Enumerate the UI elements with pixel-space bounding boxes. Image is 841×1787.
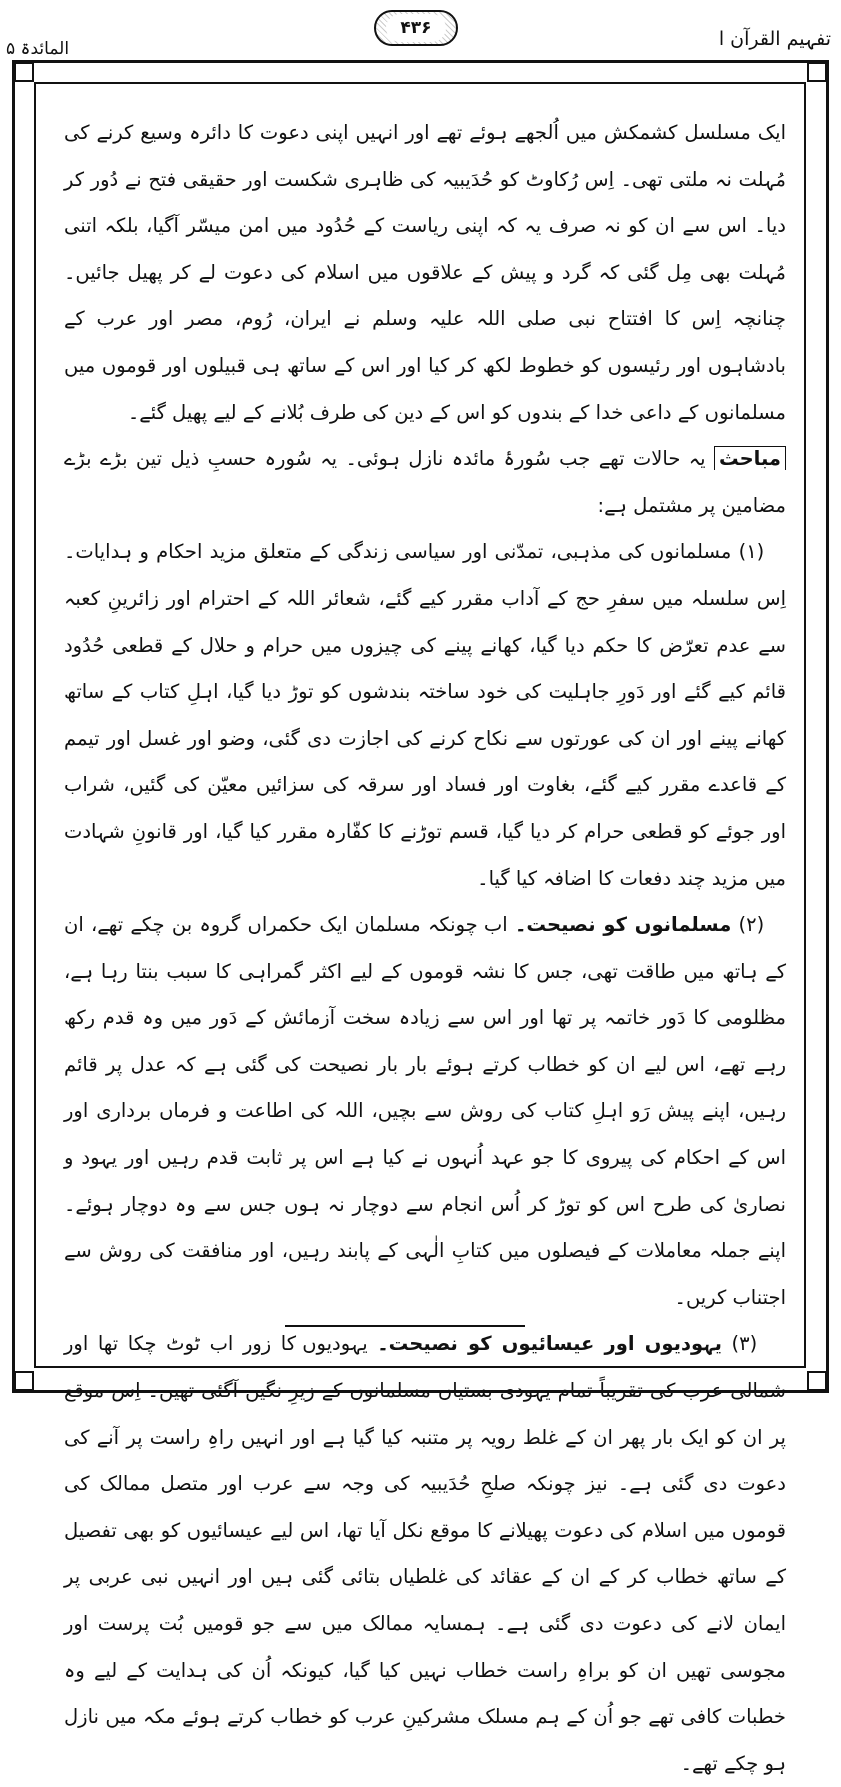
mabahis-text: یہ حالات تھے جب سُورۂ مائدہ نازل ہوئی۔ یہ سُورہ حسبِ ذیل تین بڑے بڑے مضامین پر مشتمل ہے: <box>64 447 786 517</box>
corner-ornament <box>14 62 34 82</box>
page-body <box>64 110 786 1787</box>
surah-name: المائدۃ ۵ <box>6 39 70 59</box>
point-number: (۱) <box>738 540 765 564</box>
page-number: ۴۳۶ <box>386 14 446 42</box>
paragraph-point-1 <box>64 529 786 902</box>
point-number: (۲) <box>738 913 765 937</box>
end-divider <box>285 1325 525 1327</box>
point-text: یہودیوں کا زور اب ٹوٹ چکا تھا اور شمالی عرب کی تقریباً تمام یہودی بستیاں مسلمانوں کے زیرِ نگیں آگئی تھیں۔ اِس موقع پر ان کو ایک بار پھر ان کے غلط رویہ پر متنبہ کیا گیا ہے اور انہیں راہِ راست پر آنے کی دعوت دی گئی ہے۔ نیز چونکہ صلحِ حُدَیبیہ کی وجہ سے عرب اور متصل ممالک کی قوموں میں اسلام کی دعوت پھیلانے کا موقع نکل آیا تھا، اس لیے عیسائیوں کو بھی تفصیل کے ساتھ خطاب کر کے ان کے عقائد کی غلطیاں بتائی گئی ہیں اور انہیں نبی عربی پر ایمان لانے کی دعوت دی گئی ہے۔ ہمسایہ ممالک میں سے جو قومیں بُت پرست اور مجوسی تھیں ان کو براہِ راست خطاب نہیں کیا گیا، کیونکہ اُن کی ہدایت کے لیے وہ خطبات کافی تھے جو اُن کے ہم مسلک مشرکینِ عرب کو خطاب کرتے ہوئے مکہ میں نازل ہو چکے تھے۔ <box>64 1332 786 1775</box>
point-number: (۳) <box>731 1332 758 1356</box>
point-text: اب چونکہ مسلمان ایک حکمراں گروہ بن چکے تھے، ان کے ہاتھ میں طاقت تھی، جس کا نشہ قوموں کے لیے اکثر گمراہی کا سبب بنتا رہا ہے، مظلومی کا دَور خاتمہ پر تھا اور اس سے زیادہ سخت آزمائش کے دَور میں وہ قدم رکھ رہے تھے، اس لیے ان کو خطاب کرتے ہوئے بار بار نصیحت کی گئی ہے کہ عدل پر قائم رہیں، اپنے پیش رَو اہلِ کتاب کی روش سے بچیں، اللہ کی اطاعت و فرماں برداری اور اس کے احکام کی پیروی کا جو عہد اُنہوں نے کیا ہے اس پر ثابت قدم رہیں اور یہود و نصاریٰ کی طرح اس کو توڑ کر اُس انجام سے دوچار نہ ہوں جس سے وہ دوچار ہوئے۔ اپنے جملہ معاملات کے فیصلوں میں کتابِ الٰہی کے پابند رہیں، اور منافقت کی روش سے اجتناب کریں۔ <box>64 913 786 1309</box>
book-title: تفہیم القرآن ا <box>718 28 831 50</box>
paragraph-point-2 <box>64 902 786 1321</box>
paragraph-intro: ایک مسلسل کشمکش میں اُلجھے ہوئے تھے اور انہیں اپنی دعوت کا دائرہ وسیع کرنے کی مُہلت نہ ملتی تھی۔ اِس رُکاوٹ کو حُدَیبیہ کی ظاہری شکست اور حقیقی فتح نے دُور کر دیا۔ اس سے ان کو نہ صرف یہ کہ اپنی ریاست کے حُدُود میں امن میسّر آگیا، بلکہ اتنی مُہلت بھی مِل گئی کہ گرد و پیش کے علاقوں میں اسلام کی دعوت لے کر پھیل جائیں۔ چنانچہ اِس کا افتتاح نبی صلی اللہ علیہ وسلم نے ایران، رُوم، مصر اور عرب کے بادشاہوں اور رئیسوں کو خطوط لکھ کر کیا اور اس کے ساتھ ہی قبیلوں اور قوموں میں مسلمانوں کے داعی خدا کے بندوں کو اس کے دین کی طرف بُلانے کے لیے پھیل گئے۔ <box>64 121 786 424</box>
point-lead: مسلمانوں کو نصیحت۔ <box>514 913 732 937</box>
point-lead: یہودیوں اور عیسائیوں کو نصیحت۔ <box>377 1332 722 1356</box>
paragraph-point-3 <box>64 1321 786 1787</box>
point-text: مسلمانوں کی مذہبی، تمدّنی اور سیاسی زندگی کے متعلق مزید احکام و ہدایات۔ اِس سلسلہ میں سفرِ حج کے آداب مقرر کیے گئے، شعائر اللہ کے احترام اور زائرینِ کعبہ سے عدم تعرّض کا حکم دیا گیا، کھانے پینے کی چیزوں میں حرام و حلال کے قطعی حُدُود قائم کیے گئے اور دَورِ جاہلیت کی خود ساختہ بندشوں کو توڑ دیا گیا، اہلِ کتاب کے ساتھ کھانے پینے اور ان کی عورتوں سے نکاح کرنے کی اجازت دی گئی، وضو اور غسل اور تیمم کے قاعدے مقرر کیے گئے، بغاوت اور فساد اور سرقہ کی سزائیں معیّن کی گئیں، شراب اور جوئے کو قطعی حرام کر دیا گیا، قسم توڑنے کا کفّارہ مقرر کیا گیا، اور قانونِ شہادت میں مزید چند دفعات کا اضافہ کیا گیا۔ <box>64 540 786 890</box>
paragraph-mabahis <box>64 436 786 529</box>
corner-ornament <box>807 62 827 82</box>
page-number-badge <box>368 6 464 50</box>
corner-ornament <box>807 1371 827 1391</box>
mabahis-heading: مباحث <box>714 446 786 470</box>
corner-ornament <box>14 1371 34 1391</box>
